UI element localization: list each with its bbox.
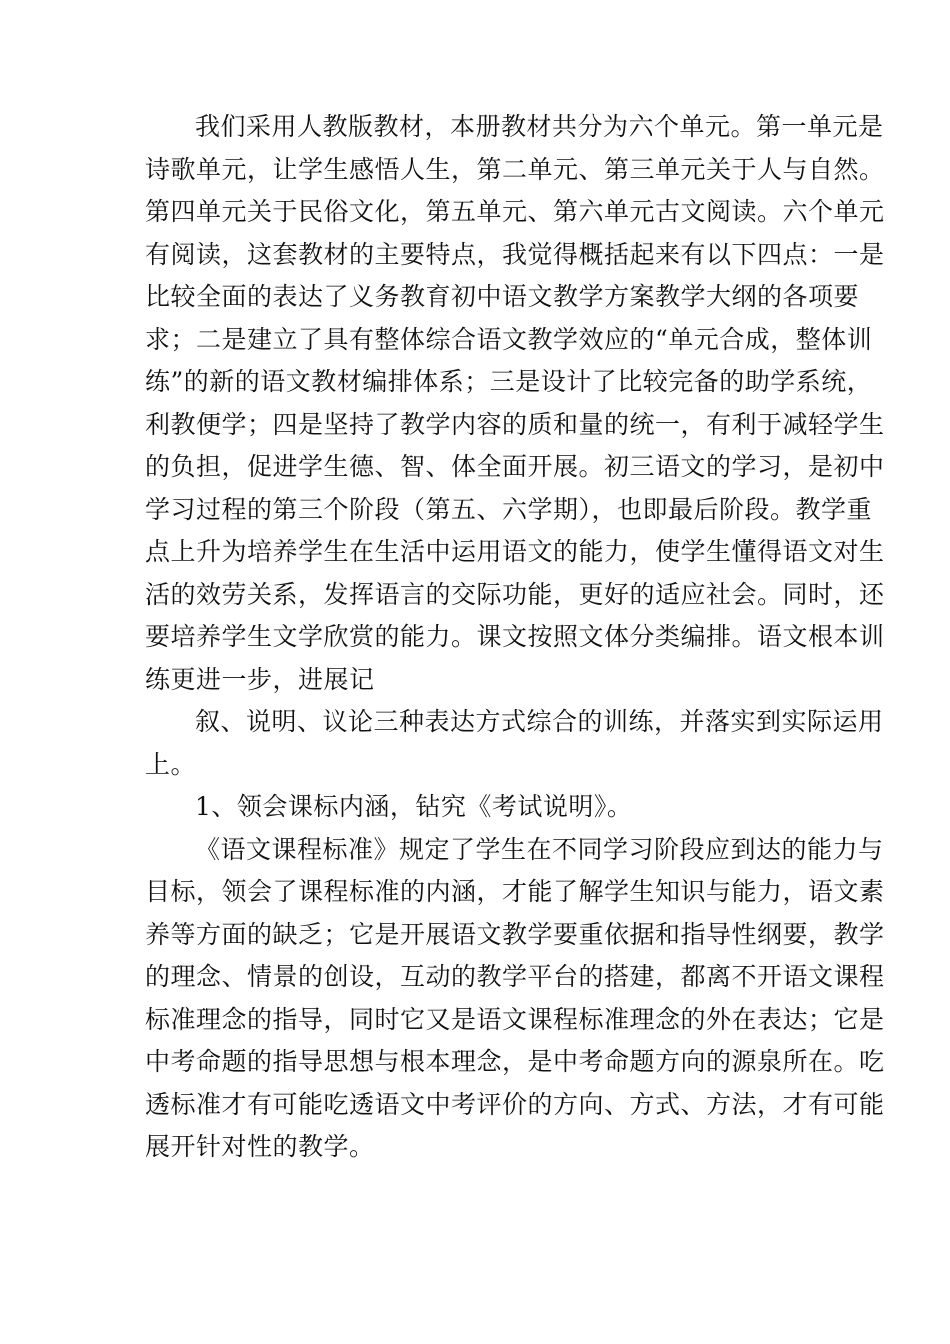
text-line: 诗歌单元，让学生感悟人生，第二单元、第三单元关于人与自然。 [145,154,885,184]
text-line: 展开针对性的教学。 [145,1132,375,1161]
text-line: 第四单元关于民俗文化，第五单元、第六单元古文阅读。六个单元 [145,197,885,226]
text-line: 目标，领会了课程标准的内涵，才能了解学生知识与能力，语文素 [145,877,885,906]
text-line: 的理念、情景的创设，互动的教学平台的搭建，都离不开语文课程 [145,962,885,991]
text-line: 中考命题的指导思想与根本理念，是中考命题方向的源泉所在。吃 [145,1047,885,1076]
text-line: 点上升为培养学生在生活中运用语文的能力，使学生懂得语文对生 [145,537,885,566]
text-line: 叙、说明、议论三种表达方式综合的训练，并落实到实际运用 [195,707,884,736]
text-line: 练”的新的语文教材编排体系；三是设计了比较完备的助学系统， [145,367,873,396]
text-line: 养等方面的缺乏；它是开展语文教学要重依据和指导性纲要，教学 [145,919,885,949]
text-line: 比较全面的表达了义务教育初中语文教学方案教学大纲的各项要 [145,282,860,311]
text-line: 的负担，促进学生德、智、体全面开展。初三语文的学习，是初中 [145,452,885,481]
text-line: 有阅读，这套教材的主要特点，我觉得概括起来有以下四点：一是 [145,239,885,269]
text-line: 标准理念的指导，同时它又是语文课程标准理念的外在表达；它是 [145,1004,885,1034]
text-line: 要培养学生文学欣赏的能力。课文按照文体分类编排。语文根本训 [145,622,885,651]
paragraph-expression-training [145,701,884,786]
text-line: 上。 [145,749,197,779]
paragraph-textbook-overview [145,106,885,701]
document-body [145,106,885,1169]
text-line: 活的效劳关系，发挥语言的交际功能，更好的适应社会。同时，还 [145,579,885,609]
paragraph-section-heading [145,786,795,829]
paragraph-curriculum-standard [145,829,885,1169]
text-line: 《语文课程标准》规定了学生在不同学习阶段应到达的能力与 [195,834,884,864]
text-line: 学习过程的第三个阶段（第五、六学期），也即最后阶段。教学重 [145,494,873,524]
text-line: 利教便学；四是坚持了教学内容的质和量的统一，有利于减轻学生 [145,409,885,439]
text-line: 我们采用人教版教材，本册教材共分为六个单元。第一单元是 [195,112,884,141]
text-line: 透标准才有可能吃透语文中考评价的方向、方式、方法，才有可能 [145,1089,885,1119]
section-heading: 1、领会课标内涵，钻究《考试说明》。 [195,792,633,821]
text-line: 求；二是建立了具有整体综合语文教学效应的“单元合成，整体训 [145,324,873,354]
text-line: 练更进一步，进展记 [145,664,375,694]
